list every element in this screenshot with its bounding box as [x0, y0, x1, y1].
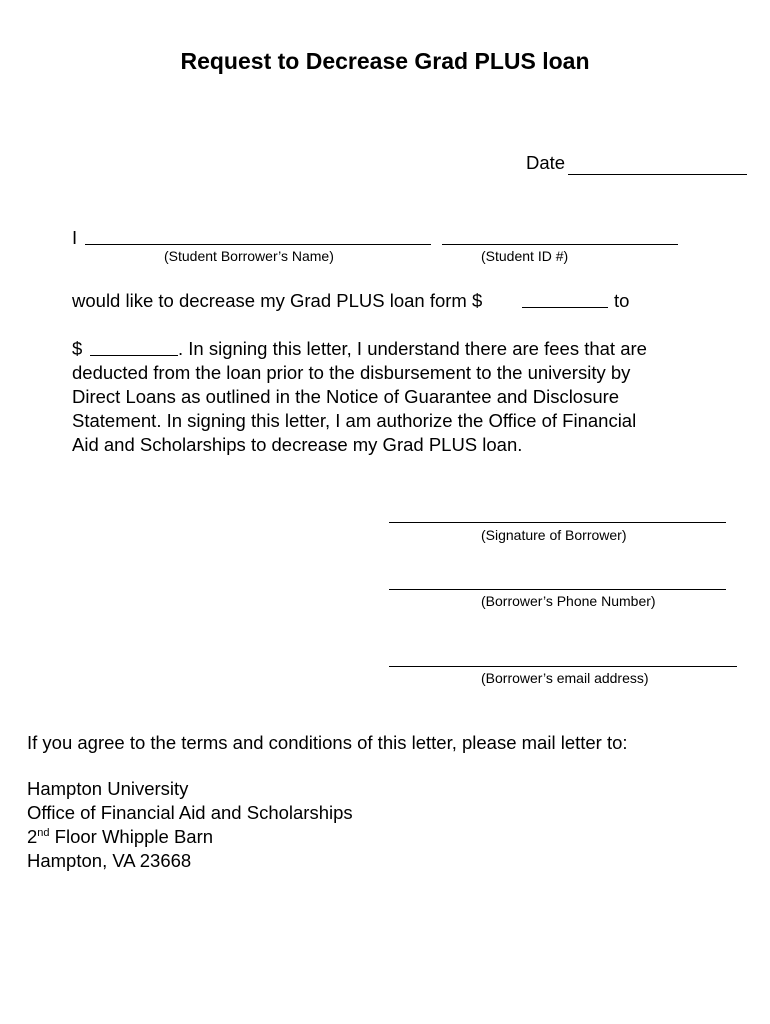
- student-id-field[interactable]: [442, 225, 678, 245]
- address-line-4: Hampton, VA 23668: [27, 850, 192, 871]
- paragraph-line-2: deducted from the loan prior to the disbursement to the university by: [72, 362, 631, 383]
- dollar-sign: $: [72, 338, 83, 359]
- mail-instruction: If you agree to the terms and conditions of this letter, please mail letter to:: [27, 732, 628, 753]
- decrease-from-text: would like to decrease my Grad PLUS loan form $: [72, 290, 483, 311]
- paragraph-line-4: Statement. In signing this letter, I am authorize the Office of Financial: [72, 410, 637, 431]
- date-label: Date: [526, 152, 566, 173]
- address-floor-text: Floor Whipple Barn: [49, 826, 214, 847]
- paragraph-line-3: Direct Loans as outlined in the Notice of Guarantee and Disclosure: [72, 386, 620, 407]
- phone-caption: (Borrower’s Phone Number): [481, 593, 656, 609]
- student-name-caption: (Student Borrower’s Name): [164, 248, 334, 264]
- student-name-field[interactable]: [85, 225, 431, 245]
- phone-field[interactable]: [389, 570, 726, 590]
- paragraph-line-1: . In signing this letter, I understand there are fees that are: [178, 338, 647, 359]
- student-id-caption: (Student ID #): [481, 248, 569, 264]
- address-line-3: [27, 825, 213, 849]
- name-prefix: I: [72, 227, 78, 248]
- address-floor-number: 2: [27, 826, 38, 847]
- email-caption: (Borrower’s email address): [481, 670, 649, 686]
- paragraph-line-5: Aid and Scholarships to decrease my Grad PLUS loan.: [72, 434, 523, 455]
- signature-caption: (Signature of Borrower): [481, 527, 627, 543]
- page-title: Request to Decrease Grad PLUS loan: [180, 48, 590, 74]
- address-line-2: Office of Financial Aid and Scholarships: [27, 802, 353, 823]
- address-line-1: Hampton University: [27, 778, 189, 799]
- current-amount-field[interactable]: [522, 288, 608, 308]
- signature-field[interactable]: [389, 503, 726, 523]
- new-amount-field[interactable]: [90, 336, 178, 356]
- email-field[interactable]: [389, 647, 737, 667]
- to-word: to: [614, 290, 630, 311]
- address-floor-suffix: nd: [37, 827, 50, 839]
- date-field[interactable]: [568, 155, 747, 175]
